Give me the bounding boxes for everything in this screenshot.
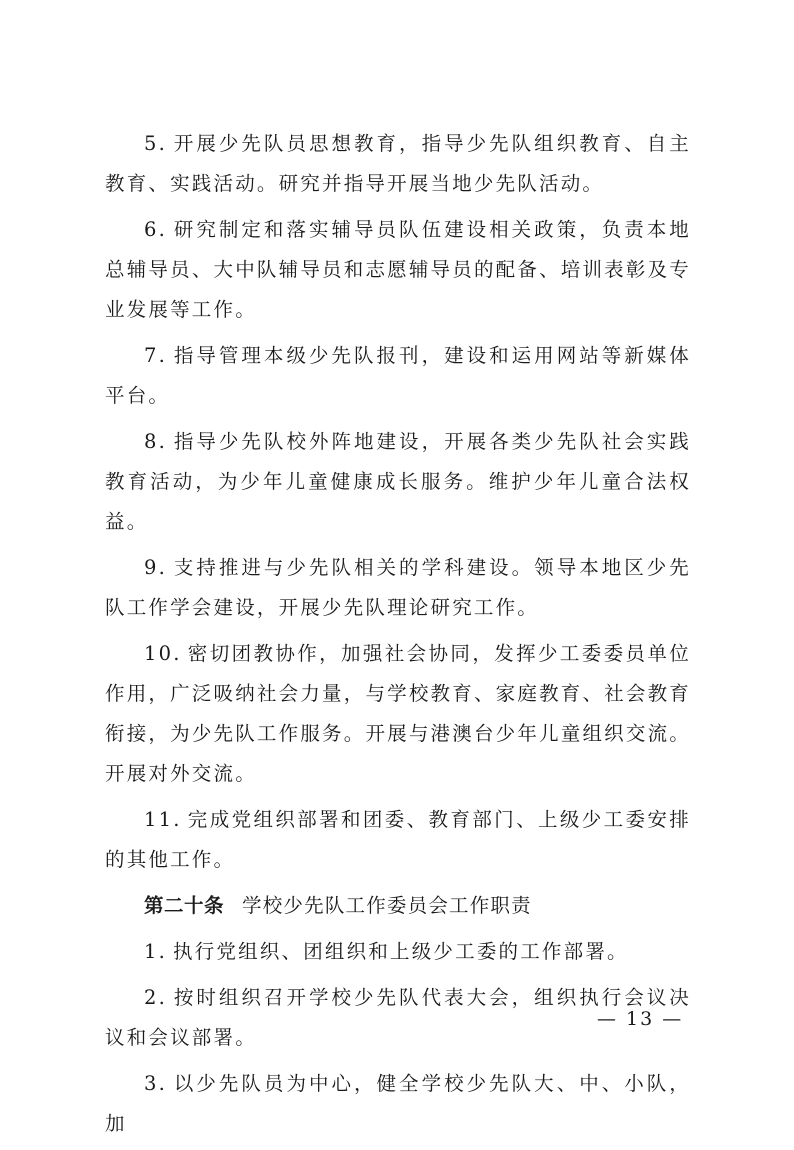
item-text: 指导管理本级少先队报刊，建设和运用网站等新媒体平台。 — [105, 344, 691, 407]
list-item — [105, 548, 691, 628]
item-text: 完成党组织部署和团委、教育部门、上级少工委安排的其他工作。 — [105, 808, 691, 871]
list-item — [105, 800, 691, 880]
list-item — [105, 336, 691, 416]
item-text: 以少先队员为中心，健全学校少先队大、中、小队，加 — [105, 1072, 691, 1135]
list-item — [105, 1064, 691, 1144]
item-number: 8. — [144, 430, 168, 453]
article-title: 学校少先队工作委员会工作职责 — [242, 894, 532, 917]
list-item — [105, 124, 691, 204]
item-text: 开展少先队员思想教育，指导少先队组织教育、自主教育、实践活动。研究并指导开展当地少先队活动。 — [105, 132, 691, 195]
item-number: 2. — [144, 986, 168, 1009]
item-number: 10. — [144, 642, 182, 665]
item-text: 执行党组织、团组织和上级少工委的工作部署。 — [173, 940, 629, 963]
item-text: 研究制定和落实辅导员队伍建设相关政策，负责本地总辅导员、大中队辅导员和志愿辅导员的配备、培训表彰及专业发展等工作。 — [105, 218, 691, 321]
article-label: 第二十条 — [144, 894, 225, 917]
item-text: 密切团教协作，加强社会协同，发挥少工委委员单位作用，广泛吸纳社会力量，与学校教育、家庭教育、社会教育衔接，为少先队工作服务。开展与港澳台少年儿童组织交流。开展对外交流。 — [105, 642, 691, 785]
list-item — [105, 932, 691, 972]
item-number: 11. — [144, 808, 182, 831]
item-number: 1. — [144, 940, 168, 963]
article-heading — [105, 886, 691, 926]
item-number: 7. — [144, 344, 168, 367]
item-number: 5. — [144, 132, 168, 155]
list-item — [105, 210, 691, 330]
document-body — [105, 124, 691, 1150]
list-item — [105, 634, 691, 794]
item-text: 支持推进与少先队相关的学科建设。领导本地区少先队工作学会建设，开展少先队理论研究工作。 — [105, 556, 691, 619]
item-number: 9. — [144, 556, 168, 579]
item-number: 6. — [144, 218, 168, 241]
page-number: — 13 — — [597, 1008, 684, 1030]
item-number: 3. — [144, 1072, 168, 1095]
item-text: 指导少先队校外阵地建设，开展各类少先队社会实践教育活动，为少年儿童健康成长服务。维护少年儿童合法权益。 — [105, 430, 691, 533]
item-text: 按时组织召开学校少先队代表大会，组织执行会议决议和会议部署。 — [105, 986, 691, 1049]
list-item — [105, 422, 691, 542]
